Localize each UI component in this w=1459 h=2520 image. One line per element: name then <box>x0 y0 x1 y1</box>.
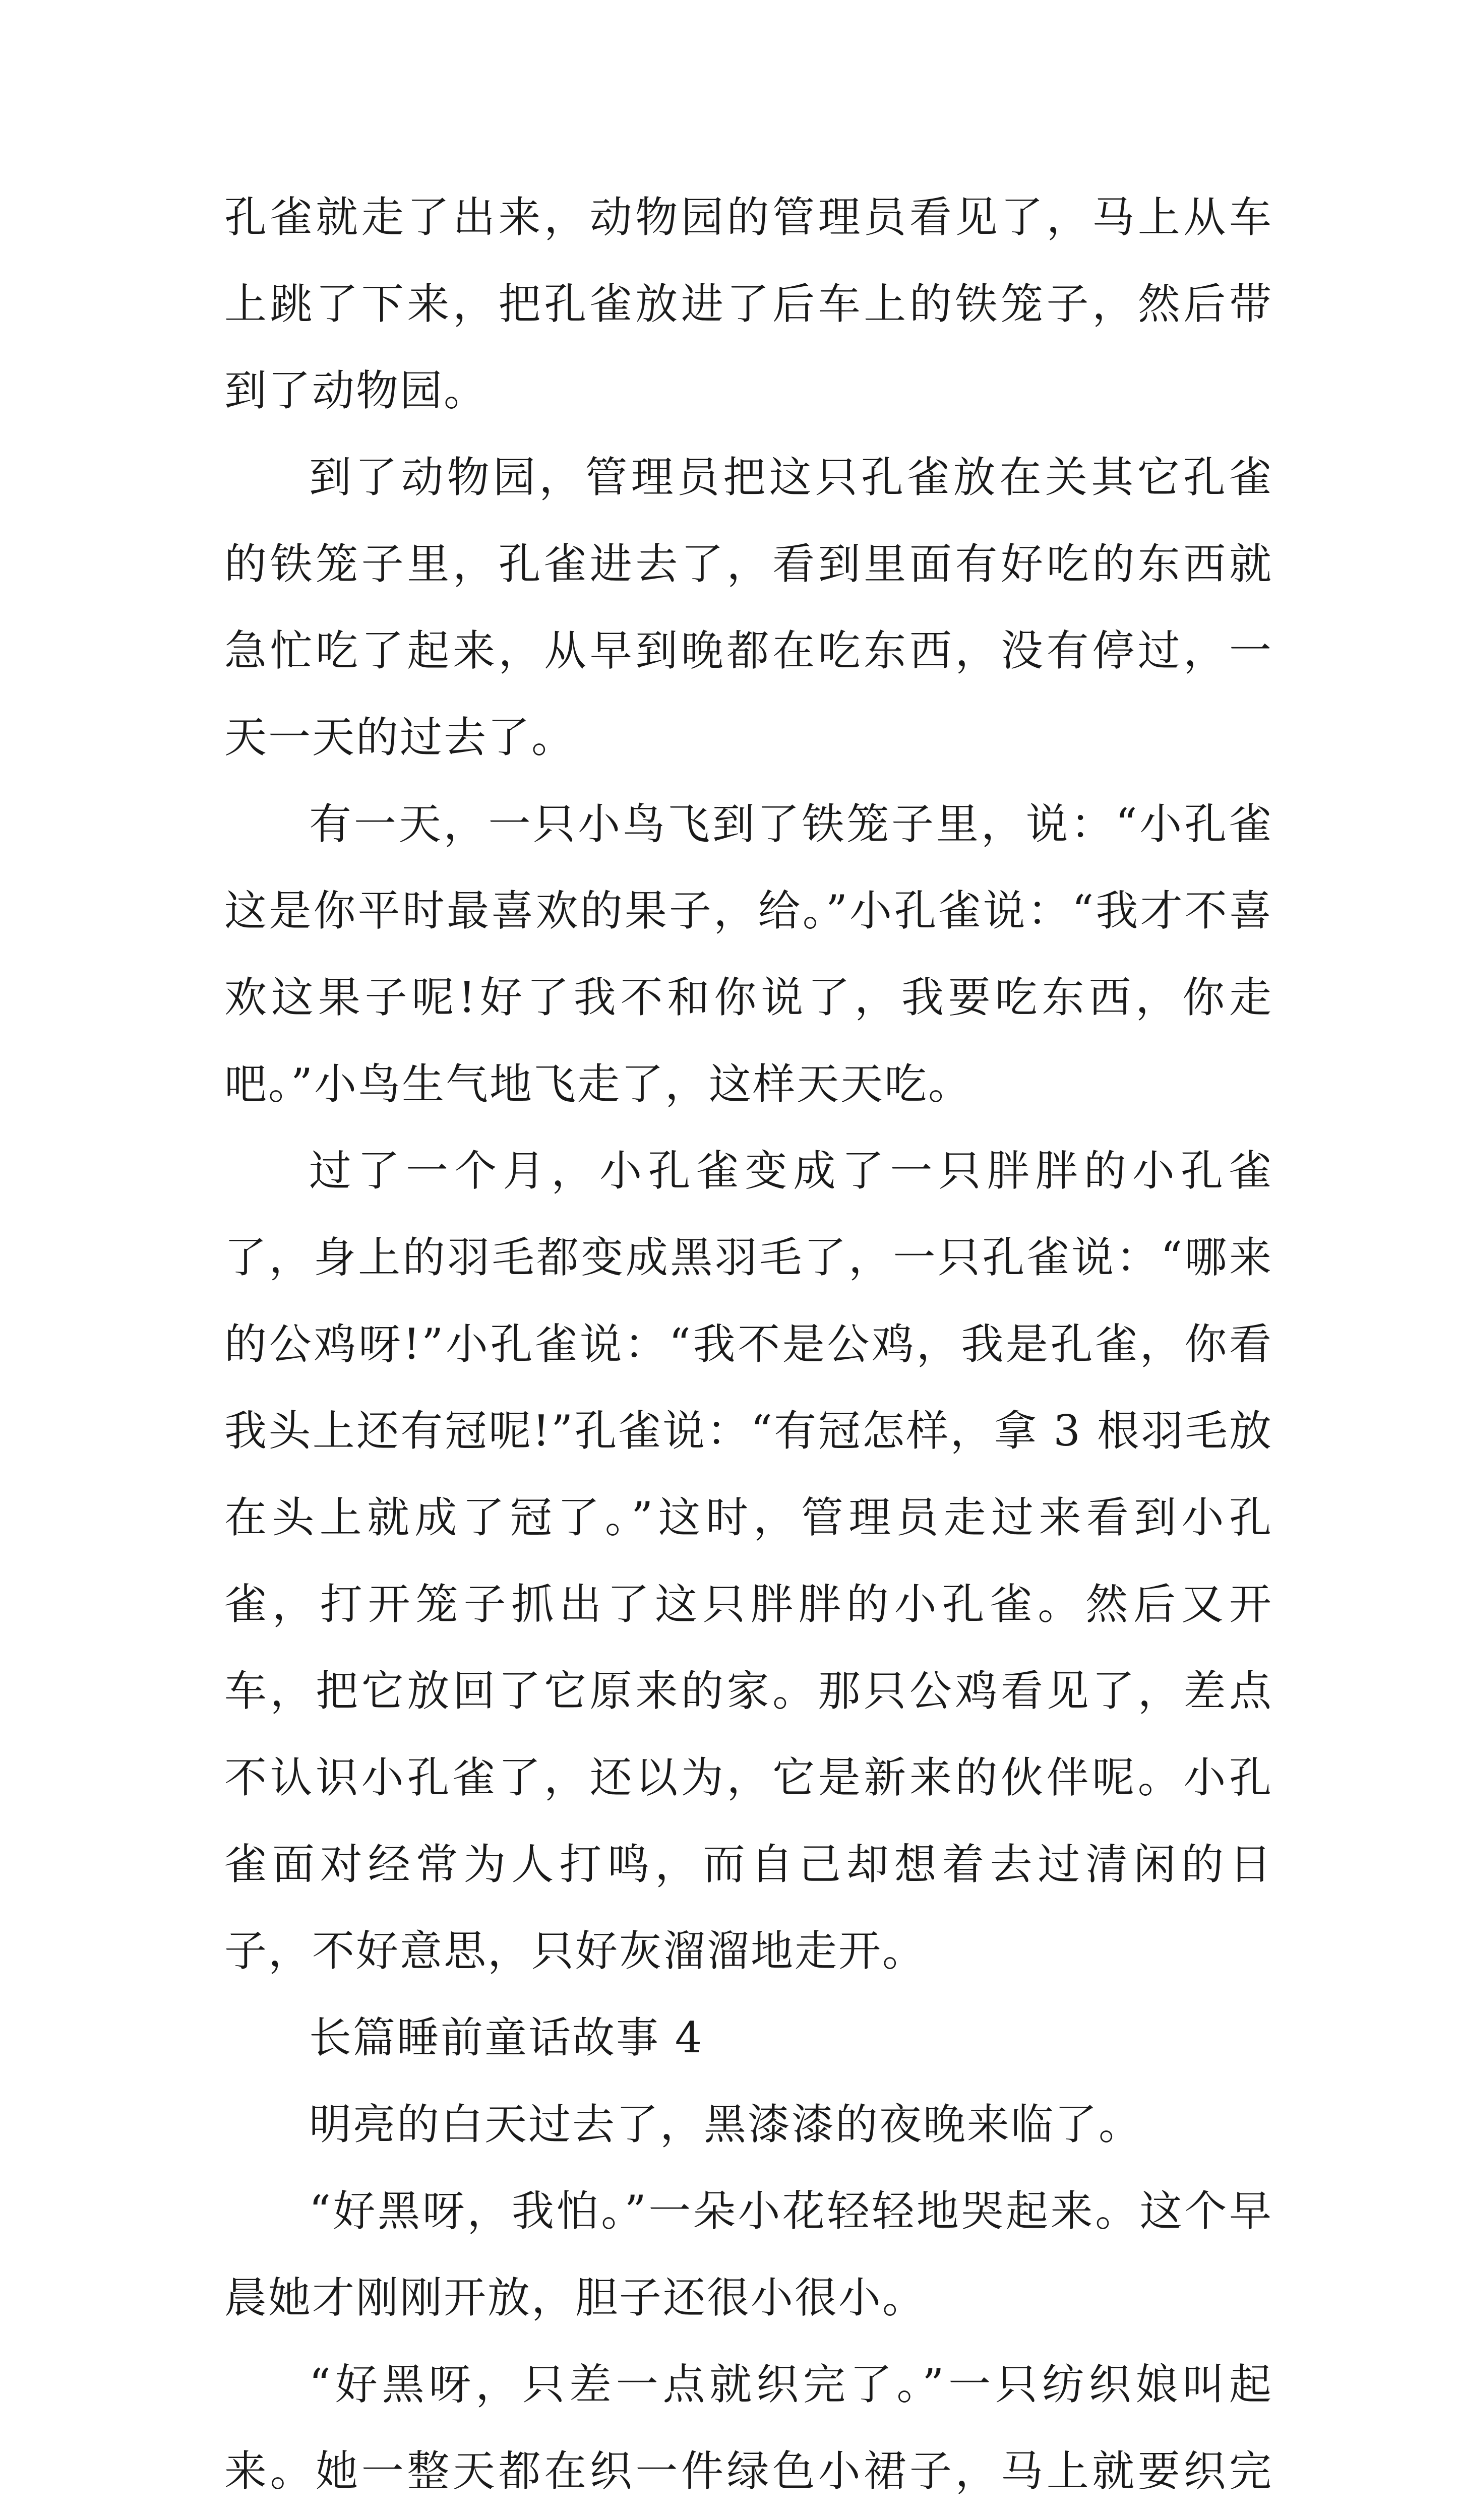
document-body <box>224 174 1273 2520</box>
paragraph: “好黑呀，我怕。”一朵小花轻轻地哭起来。这个早晨她才刚刚开放，胆子还很小很小。 <box>224 2186 1273 2322</box>
paragraph: 孔雀就走了出来，动物园的管理员看见了，马上从车上跳了下来，把孔雀放进了后车上的铁笼子，然后带到了动物园。 <box>224 193 1273 415</box>
paragraph: 到了动物园，管理员把这只孔雀放在关其它孔雀的铁笼子里，孔雀进去了，看到里面有好吃的东西就急忙吃了起来，从早到晚都在吃东西，没有停过，一天一天的过去了。 <box>224 453 1273 762</box>
section-heading: 长篇睡前童话故事 4 <box>309 2013 704 2062</box>
paragraph: 过了一个月，小孔雀变成了一只胖胖的小孔雀了，身上的羽毛都变成黑羽毛了，一只孔雀说：“哪来的公鸡呀!”小孔雀说：“我不是公鸡，我是孔雀，你看我头上还有冠呢!”孔雀说：“有冠怎样，拿 3 根羽毛放在头上就成了冠了。”这时，管理员走过来看到小孔雀，打开笼子抓出了这只胖胖的小孔雀。然后又开车，把它放回了它原来的家。那只公鸡看见了，差点不认识小孔雀了，还以为，它是新来的伙伴呢。小孔雀面对经常为人打鸣，而自己却想着去过清闲的日子，不好意思，只好灰溜溜地走开。 <box>224 1146 1273 1976</box>
paragraph: “好黑呀，只差一点就织完了。”一只纺织娘叫起来。她一整天都在织一件绿色小裙子，马上就要织完 <box>224 2360 1273 2496</box>
paragraph: 有一天，一只小鸟飞到了铁笼子里，说：“小孔雀这是你平时最喜欢的果子，给。”小孔雀说：“我才不喜欢这果子呢!好了我不和你说了，我要吃东西，你走吧。”小鸟生气地飞走了，这样天天吃。 <box>224 799 1273 1109</box>
paragraph: 明亮的白天过去了，黑漆漆的夜晚来临了。 <box>309 2100 1143 2149</box>
